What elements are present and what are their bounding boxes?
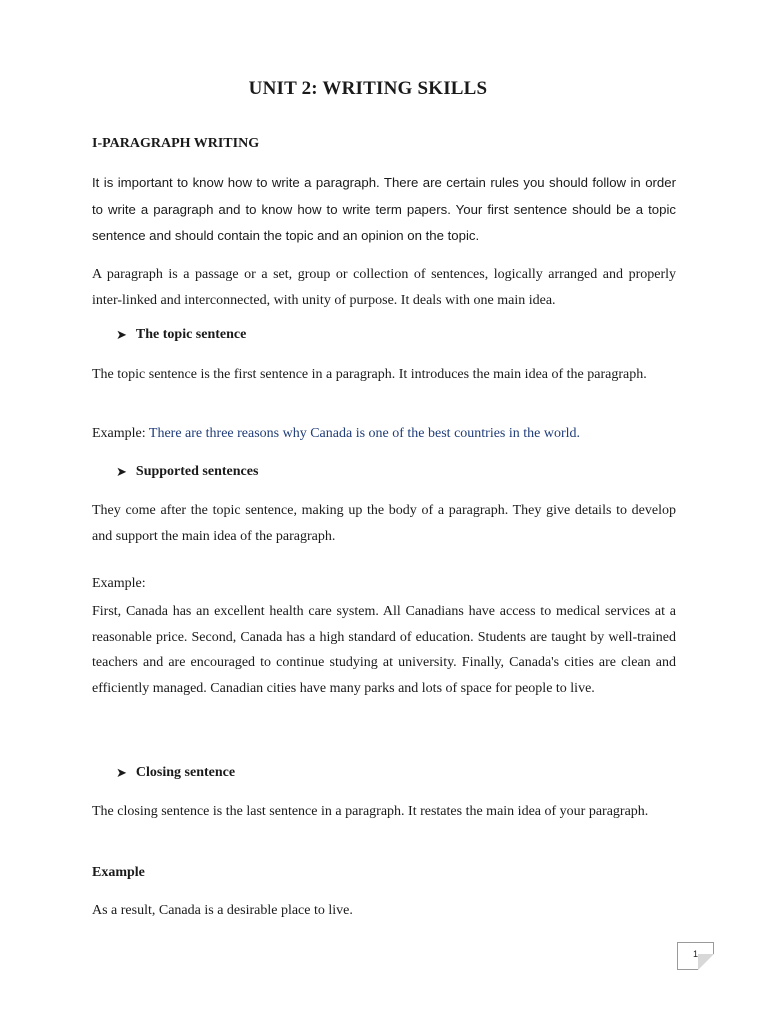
topic-example-text: There are three reasons why Canada is one of the best countries in the world.	[148, 426, 581, 441]
arrowhead-bullet-icon: ➤	[116, 765, 127, 781]
page-number: 1	[692, 949, 698, 959]
arrowhead-bullet-icon: ➤	[116, 327, 127, 343]
supported-example-text: First, Canada has an excellent health care system. All Canadians have access to medical services at a reasonable price. Second, Canada has a high standard of education. Students are taught by well-trained teachers and are encouraged to continue studying at university. Finally, Canada's cities are clean and efficiently managed. Canadian cities have many parks and lots of space for people to live.	[92, 604, 676, 696]
closing-example-label: Example	[92, 865, 145, 880]
definition-paragraph: A paragraph is a passage or a set, group or collection of sentences, logically arranged and properly inter-linked and interconnected, with unity of purpose. It deals with one main idea.	[92, 267, 676, 308]
bullet-topic-sentence	[116, 327, 246, 343]
supported-heading: Supported sentences	[135, 464, 259, 479]
page-number-box	[677, 942, 714, 970]
bullet-supported-sentences	[116, 464, 258, 480]
page-title: UNIT 2: WRITING SKILLS	[248, 78, 488, 99]
supported-example-label: Example:	[92, 576, 146, 591]
section-heading: I-PARAGRAPH WRITING	[92, 136, 260, 151]
arrowhead-bullet-icon: ➤	[116, 464, 127, 480]
supported-body: They come after the topic sentence, making up the body of a paragraph. They give details to develop and support the main idea of the paragraph.	[92, 503, 676, 544]
topic-body: The topic sentence is the first sentence in a paragraph. It introduces the main idea of the paragraph.	[92, 367, 647, 382]
topic-example	[92, 426, 580, 442]
closing-body: The closing sentence is the last sentence in a paragraph. It restates the main idea of your paragraph.	[92, 804, 649, 819]
intro-paragraph: It is important to know how to write a paragraph. There are certain rules you should follow in order to write a paragraph and to know how to write term papers. Your first sentence should be a topic sentence and should contain the topic and an opinion on the topic.	[92, 175, 676, 243]
closing-example-text: As a result, Canada is a desirable place to live.	[92, 903, 353, 918]
topic-example-label: Example:	[92, 426, 149, 441]
closing-heading: Closing sentence	[135, 765, 236, 780]
topic-heading: The topic sentence	[135, 327, 247, 342]
page-curl-icon	[698, 954, 714, 970]
bullet-closing-sentence	[116, 765, 235, 781]
